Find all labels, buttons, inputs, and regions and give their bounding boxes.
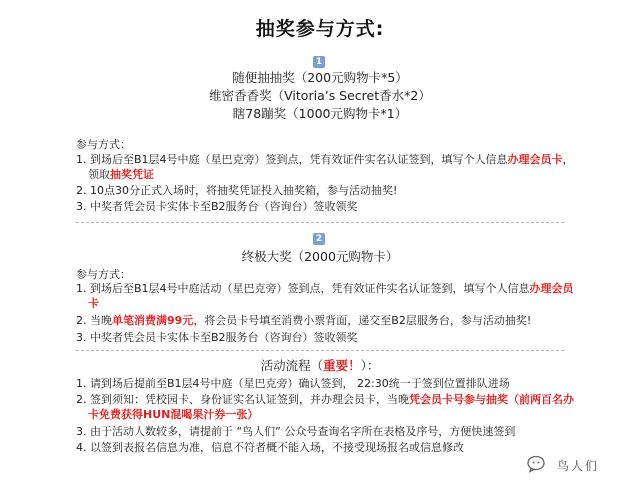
section-heading: 参与方式： [76,138,131,151]
highlight-text: 重要！ [323,358,361,373]
list-item: 1. 请到场后提前至B1层4号中庭（星巴克旁）确认签到， 22:30统一于签到位置排队进场 [76,377,510,390]
list-item: 3. 由于活动人数较多，请提前于 “鸟人们” 公众号查询名字所在表格及序号，方便快速签到 [76,425,516,438]
list-item [88,296,588,311]
highlight-text: 凭会员卡号参与抽奖 [409,393,508,406]
step-text: 1. 到场后至B1层4号中庭活动（星巴克旁）签到点，凭有效证件实名认证签到，填写个人信息 [76,282,530,295]
step-text: 1. 到场后至B1层4号中庭（星巴克旁）签到点，凭有效证件实名认证签到，填写个人信息 [76,153,508,166]
list-item: 2. 10点30分正式入场时，将抽奖凭证投入抽奖箱，参与活动抽奖! [76,184,398,197]
section-divider [76,222,564,223]
prize-line: 维密香香奖（Vitoria’s Secret香水*2） [209,88,431,103]
step-text: ， [562,153,574,166]
highlight-text: （前两百名办 [508,393,574,406]
prize-line: 终极大奖（2000元购物卡） [241,249,399,264]
list-item: 3. 中奖者凭会员卡实体卡至B2服务台（咨询台）签收领奖 [76,200,358,213]
account-name: 鸟人们 [557,459,600,473]
list-item [88,407,588,422]
list-item: 4. 以签到表报名信息为准，信息不符者概不能入场，不接受现场报名或信息修改 [76,441,464,454]
list-item: 3. 中奖者凭会员卡实体卡至B2服务台（咨询台）签收领奖 [76,331,358,344]
highlight-text: 抽奖凭证 [110,168,154,181]
page-title: 抽奖参与方式: [255,18,385,40]
list-item [76,281,576,296]
step-text: ，将会员卡号填至消费小票背面，递交至B2层服务台，参与活动抽奖! [193,314,532,327]
section-divider [76,350,564,351]
highlight-text: 办理会员卡 [507,153,563,166]
list-item [88,167,588,182]
list-item [76,313,576,328]
account-watermark [527,455,637,475]
section-heading: 参与方式： [76,268,131,281]
prize-line: 随便抽抽奖（200元购物卡*5） [232,70,408,85]
list-item [76,152,576,167]
highlight-text: 单笔消费满99元 [112,314,194,327]
section-number-badge: 1 [313,56,325,68]
flow-title [0,356,640,374]
highlight-text: 卡 [88,297,99,310]
prize-line: 瞎78蹦奖（1000元购物卡*1） [232,106,408,121]
list-item [76,392,576,407]
step-text: 2. 当晚 [76,314,112,327]
flow-title-text: 活动流程（ [260,358,324,373]
step-text: 领取 [88,168,110,181]
section-number-badge: 2 [313,233,325,245]
flow-title-text: ）： [360,358,380,373]
highlight-text: 办理会员 [529,282,574,295]
highlight-text: 卡免费获得HUN混喝果汁券一张） [88,408,259,421]
step-text: 2. 签到须知：凭校园卡、身份证实名认证签到，并办理会员卡，当晚 [76,393,409,406]
wechat-bubble-icon [527,455,549,473]
